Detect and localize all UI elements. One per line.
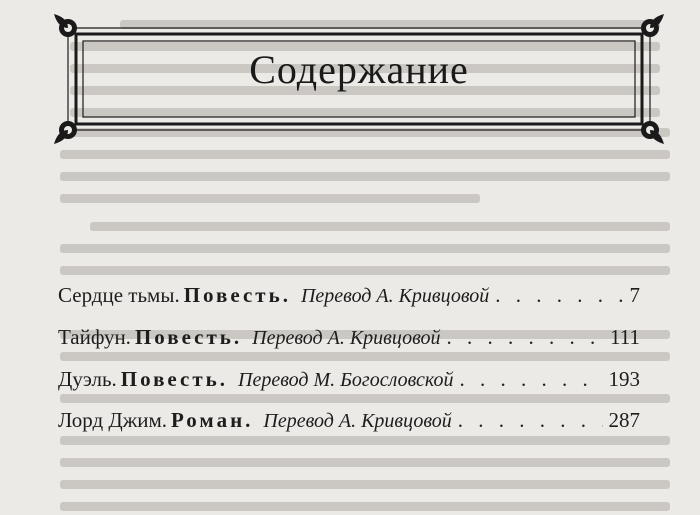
toc-entry-translator: Перевод А. Кривцовой — [252, 327, 441, 349]
toc-entry-genre: Повесть. — [183, 283, 291, 307]
toc-entry-title: Лорд Джим. — [58, 408, 167, 432]
page-title: Содержание — [249, 47, 469, 92]
corner-ornament-top-right-icon — [641, 14, 664, 37]
dot-leader — [458, 408, 603, 433]
toc-entry-genre: Роман. — [171, 408, 254, 432]
toc-entry — [58, 408, 640, 448]
toc-entry-title: Сердце тьмы. — [58, 283, 180, 307]
dot-leader — [495, 283, 623, 308]
toc-entry-genre: Повесть. — [134, 325, 243, 349]
toc-entry-page: 193 — [608, 367, 640, 391]
corner-ornament-bottom-right-icon — [641, 121, 664, 144]
toc-entry-page: 7 — [629, 283, 640, 307]
dot-leader — [446, 325, 604, 350]
dot-leader — [459, 367, 602, 392]
toc-entry-translator: Перевод М. Богословской — [238, 369, 454, 391]
toc-entry-title: Тайфун. — [58, 325, 131, 349]
toc-entry — [58, 367, 640, 407]
corner-ornament-top-left-icon — [54, 14, 77, 37]
toc-entry-translator: Перевод А. Кривцовой — [263, 410, 452, 432]
toc-entry-title: Дуэль. — [58, 367, 117, 391]
toc-entry — [58, 283, 640, 323]
toc-entry-page: 287 — [608, 408, 640, 432]
toc-entry-translator: Перевод А. Кривцовой — [300, 285, 490, 307]
corner-ornament-bottom-left-icon — [54, 121, 77, 144]
toc-entry-genre: Повесть. — [120, 367, 228, 391]
toc-entry-page: 111 — [610, 325, 640, 349]
toc-entry — [58, 325, 640, 365]
